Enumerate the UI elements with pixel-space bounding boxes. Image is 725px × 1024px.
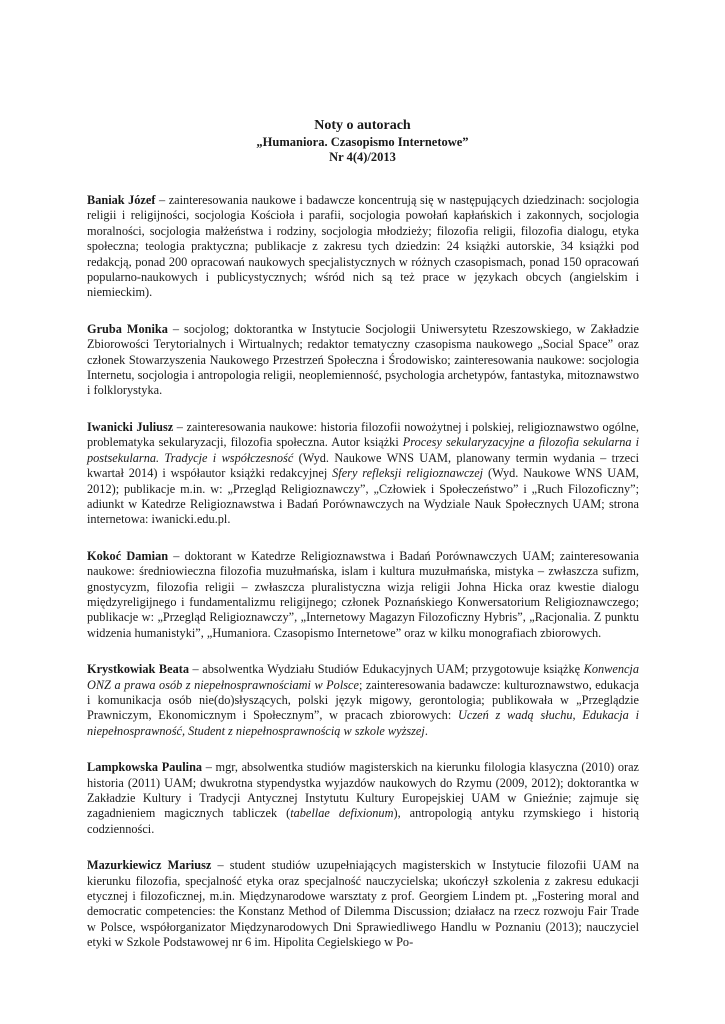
page-header (0, 117, 725, 165)
author-notes (87, 193, 639, 972)
note-text: – absolwentka Wydziału Studiów Edukacyjnych UAM; przygotowuje książkę (188, 662, 584, 677)
note-text: – mgr, absolwentka studiów magisterskich na kierunku filologia klasyczna (2010) oraz historia (2011) UAM; dwukrotna stypendystka wyjazdów naukowych do Rzymu (2009, 2012); doktorantka w Zakładzie Kultury i Tradycji Antycznej Instytutu Kultury Europejskiej UAM w Gnieźnie; zajmuje się zagadnieniem magicznych tabliczek ( (87, 760, 639, 821)
author-name: Iwanicki Juliusz (87, 419, 174, 434)
author-name: Baniak Józef (87, 193, 156, 207)
author-name: Krystkowiak Beata (87, 662, 189, 677)
author-name: Gruba Monika (87, 321, 168, 336)
note-text: (Wyd. Naukowe WNS UAM, 2012); publikacje m.in. w: „Przegląd Religioznawczy”, „Człowiek i Społeczeństwo” i „Ruch Filozoficzny”; adiunkt w Katedrze Religioznawstwa i Badań Porównawczych na Wydziale Nauk Społecznych UAM; strona internetowa: iwanicki.edu.pl. (87, 466, 639, 527)
author-name: Lampkowska Paulina (87, 760, 203, 775)
italic-title: Konwencja ONZ a prawa osób z niepełnosprawnościami w Polsce (87, 662, 639, 692)
italic-title: Uczeń z wadą słuchu, Edukacja i niepełnosprawność, Student z niepełnosprawnością w szkole wyższej (87, 708, 639, 738)
note-text: ; zainteresowania badawcze: kulturoznawstwo, edukacja i komunikacja osób nie(do)słyszących, polski język migowy, gerontologia; publikowała w „Przeglądzie Prawniczym, Ekonomicznym i Społecznym”, w pracach zbiorowych: (87, 677, 639, 723)
italic-title: Procesy sekularyzacyjne a filozofia sekularna i postsekularna. Tradycje i współczesność (87, 435, 639, 465)
author-note (87, 858, 639, 950)
author-name: Kokoć Damian (87, 548, 169, 563)
note-text: ), antropologią antyku rzymskiego i historią codzienności. (87, 806, 639, 836)
note-text: . (424, 723, 428, 738)
note-text: – student studiów uzupełniających magisterskich w Instytucie filozofii UAM na kierunku filozofia, specjalność etyka oraz specjalność nauczycielska; ukończył szkolenia z zakresu edukacji etycznej i filozoficznej, m.in. Międzynarodowe warsztaty z prof. Georgiem Lindem pt. „Fostering moral and democratic competencies: the Konstanz Method of Dilemma Discussion; działacz na rzecz rozwoju Fair Trade w Polsce, współorganizator Międzynarodowych Dni Sprawiedliwego Handlu w Poznaniu (2013); nauczyciel etyki w Szkole Podstawowej nr 6 im. Hipolita Cegielskiego w Po- (87, 858, 639, 950)
author-note (87, 420, 639, 528)
author-name: Mazurkiewicz Mariusz (87, 858, 212, 873)
issue-number: Nr 4(4)/2013 (329, 150, 396, 164)
page-title: Noty o autorach (314, 118, 411, 133)
note-text: – socjolog; doktorantka w Instytucie Socjologii Uniwersytetu Rzeszowskiego, w Zakładzie Zbiorowości Terytorialnych i Wirtualnych; redaktor tematyczny czasopisma naukowego „Social Space” oraz członek Stowarzyszenia Naukowego Przestrzeń Społeczna i Środowisko; zainteresowania naukowe: socjologia Internetu, socjologia i antropologia religii, neoplemienność, psychologia archetypów, fantastyka, mitoznawstwo i folklorystyka. (87, 321, 639, 398)
author-note (87, 193, 639, 301)
italic-title: Sfery refleksji religioznawczej (332, 466, 484, 481)
author-note (87, 549, 639, 641)
author-note (87, 760, 639, 837)
author-note (87, 322, 639, 399)
note-text: – zainteresowania naukowe i badawcze koncentrują się w następujących dziedzinach: socjologia religii i religijności, socjologia Kościoła i parafii, socjologia powołań kapłańskich i zakonnych, socjologia moralności, socjologia małżeństwa i rodziny, socjologia młodzieży; filozofia religii, filozofia dialogu, etyka społeczna; teologia praktyczna; publikacje z zakresu tych dziedzin: 24 książki autorskie, 34 książki pod redakcją, ponad 200 opracowań naukowych specjalistycznych w różnych czasopismach, ponad 150 opracowań popularno-naukowych i publicystycznych; wśród nich są też prace w językach obcych (angielskim i niemieckim). (87, 193, 639, 300)
note-text: (Wyd. Naukowe WNS UAM, planowany termin wydania – trzeci kwartał 2014) i współautor książki redakcyjnej (87, 450, 639, 481)
italic-title: tabellae defixionum (290, 806, 394, 821)
note-text: – doktorant w Katedrze Religioznawstwa i Badań Porównawczych UAM; zainteresowania naukowe: średniowieczna filozofia muzułmańska, islam i kultura muzułmańska, mistyka – zwłaszcza sufizm, gnostycyzm, filozofia religii – zwłaszcza pluralistyczna wizja religii Johna Hicka oraz kwestie dialogu międzyreligijnego i fundamentalizmu religijnego; członek Poznańskiego Konwersatorium Religioznawczego; publikacje w: „Przegląd Religioznawczy”, „Internetowy Magazyn Filozoficzny Hybris”, „Racjonalia. Z punktu widzenia humanistyki”, „Humaniora. Czasopismo Internetowe” oraz w kilku monografiach zbiorowych. (87, 548, 639, 640)
note-text: – zainteresowania naukowe: historia filozofii nowożytnej i polskiej, religioznawstwo ogólne, problematyka sekularyzacji, filozofia społeczna. Autor książki (87, 419, 640, 450)
journal-name: „Humaniora. Czasopismo Internetowe” (256, 135, 469, 149)
author-note (87, 662, 639, 739)
